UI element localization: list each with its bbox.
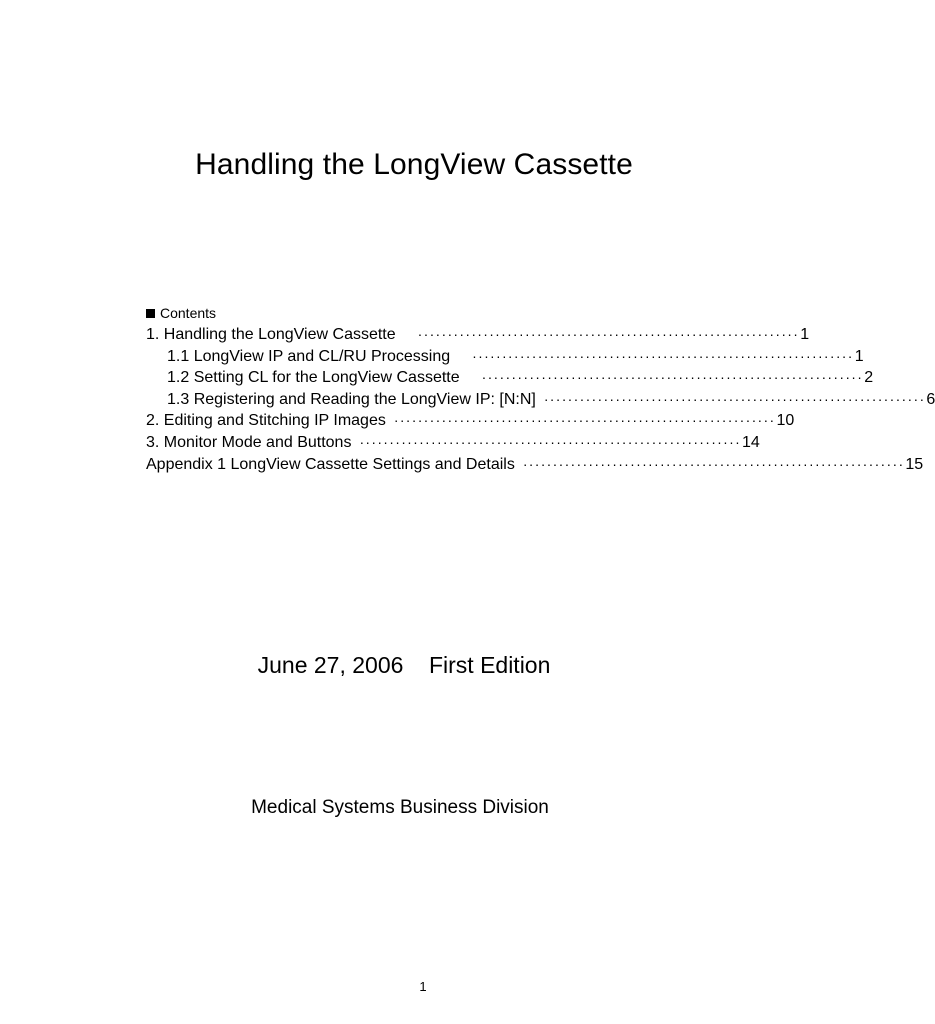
toc-dot-leader: ································································: [472, 347, 854, 364]
edition-date: June 27, 2006 First Edition: [257, 652, 551, 678]
toc-entry: [146, 432, 760, 454]
table-of-contents: [146, 302, 935, 475]
toc-entry-page: 1: [854, 347, 864, 365]
contents-heading-label: Contents: [160, 305, 217, 321]
toc-entry: [146, 324, 810, 346]
page-number: 1: [419, 979, 427, 994]
toc-entry-page: 1: [800, 326, 810, 343]
toc-entry: [146, 389, 935, 411]
toc-dot-leader: ································································: [481, 369, 864, 386]
toc-entry: [146, 454, 924, 476]
square-bullet-icon: [146, 309, 155, 318]
document-title: Handling the LongView Cassette: [195, 148, 633, 181]
toc-dot-leader: ································································: [417, 326, 800, 342]
toc-entry-page: 2: [864, 369, 874, 387]
toc-entry-label: 2. Editing and Stitching IP Images: [146, 412, 386, 430]
contents-heading: [146, 302, 706, 324]
toc-entry: [146, 346, 864, 368]
toc-entry-page: 10: [776, 412, 795, 430]
toc-entry-label: 1.1 LongView IP and CL/RU Processing: [167, 347, 451, 365]
toc-dot-leader: ································································: [359, 433, 742, 450]
toc-entry-label: 1.3 Registering and Reading the LongView IP: [N:N]: [167, 390, 536, 408]
division-name: Medical Systems Business Division: [251, 797, 549, 818]
toc-dot-leader: ································································: [522, 455, 905, 472]
toc-entry-page: 14: [742, 433, 760, 451]
toc-entry: [146, 367, 874, 389]
toc-dot-leader: ································································: [393, 412, 776, 429]
toc-entry-label: 1. Handling the LongView Cassette: [146, 326, 396, 343]
toc-dot-leader: ································································: [543, 390, 926, 407]
toc-entry-page: 15: [905, 455, 924, 473]
toc-entry-label: 1.2 Setting CL for the LongView Cassette: [167, 369, 460, 387]
toc-entry: [146, 410, 795, 432]
toc-entry-page: 6: [926, 390, 935, 408]
toc-entry-label: Appendix 1 LongView Cassette Settings and Details: [146, 455, 515, 473]
toc-entry-label: 3. Monitor Mode and Buttons: [146, 433, 352, 451]
